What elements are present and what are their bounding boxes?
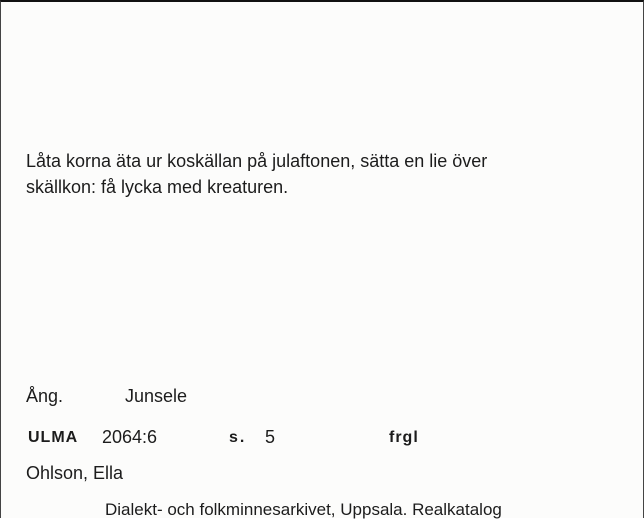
parish-value: Junsele [125,386,188,406]
card-text-line-2: skällkon: få lycka med kreaturen. [26,177,289,197]
page-number: 5 [265,427,276,447]
questionnaire-tag: frgl [389,429,419,446]
page-label: s. [229,429,247,446]
archive-footer: Dialekt- och folkminnesarkivet, Uppsala. Realkatalog [105,500,502,519]
card-text-line-1: Låta korna äta ur koskällan på julaftonen, sätta en lie över [26,151,488,171]
parish-label: Ång. [26,386,64,406]
ulma-number: 2064:6 [102,427,158,447]
ulma-label: ULMA [28,429,79,446]
author-name: Ohlson, Ella [26,463,124,483]
